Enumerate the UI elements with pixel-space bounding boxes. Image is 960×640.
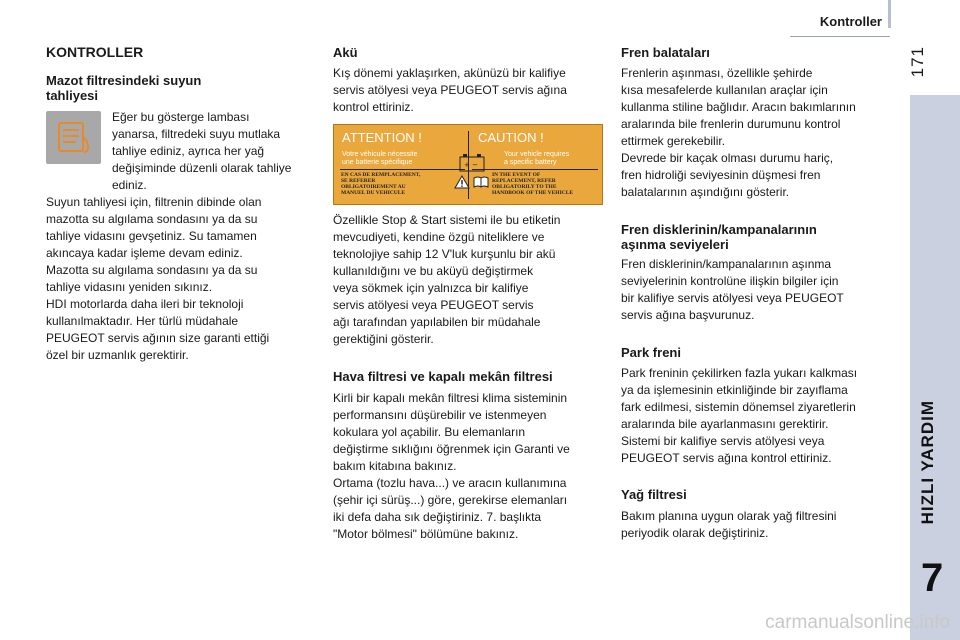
park-brake-text: Park freninin çekilirken fazla yukarı kalkması ya da işlemesinin etkinliğinde bir zayıflama fark edilmesi, sistemin dönemsel ziyaretlerin aralarında bile ayarlanmasını gerektirir. Sistemi bir kalifiye servis atölyesi veya PEUGEOT servis ağına kontrol ettiriniz.	[621, 366, 858, 465]
label-attention: ATTENTION !	[342, 130, 422, 145]
battery-warning-label	[333, 124, 603, 205]
brake-discs-text: Fren disklerinin/kampanalarının aşınma seviyelerinin kontrolüne ilişkin bilgiler için bir kalifiye servis atölyesi veya PEUGEOT servis ağına başvurunuz.	[621, 257, 844, 322]
label-rule-right	[472, 169, 598, 170]
section-title: KONTROLLER	[46, 44, 144, 60]
page-number: 171	[908, 46, 927, 78]
fuel-filter-water-warning-icon	[46, 111, 101, 164]
stop-start-text: Özellikle Stop & Start sistemi ile bu etiketin mevcudiyeti, kendine özgü niteliklere ve teknolojiye sahip 12 V'luk kurşunlu bir akü kullanıldığını ve bu aküyü değiştirmek veya sökmek için yalnızca bir kalifiye servis atölyesi veya PEUGEOT servis ağı tarafından yapılabilen bir müdahale gerektiğini gösterir.	[333, 213, 561, 346]
air-filter-text: Kirli bir kapalı mekân filtresi klima sisteminin performansını düşürebilir ve istenmeyen kokulara yol açabilir. Bu elemanların değiştirme sıklığını öğrenmek için Garanti ve bakım kitabına bakınız. Ortama (tozlu hava...) ve aracın kullanımına (şehir içi sürüş...) göre, gerekirse elemanları iki defa daha sık değiştiriniz. 7. başlıkta "Motor bölmesi" bölümüne bakınız.	[333, 391, 570, 541]
brake-discs-heading: Fren disklerinin/kampanalarının aşınma seviyeleri	[621, 222, 817, 252]
manual-book-icon	[473, 176, 489, 188]
header-rule	[790, 36, 890, 37]
oil-filter-heading: Yağ filtresi	[621, 487, 687, 502]
hazard-triangle-icon	[454, 175, 470, 189]
warning-light-text: Eğer bu gösterge lambası yanarsa, filtredeki suyu mutlaka tahliye ediniz, ayrıca her yağ değişiminde düzenli olarak tahliye ediniz.	[112, 110, 292, 192]
label-en-subtitle: Your vehicle requires a specific battery	[504, 151, 570, 166]
battery-text: Kış dönemi yaklaşırken, akünüzü bir kalifiye servis atölyesi veya PEUGEOT servis ağına kontrol ettiriniz.	[333, 66, 567, 114]
label-fr-instruction: EN CAS DE REMPLACEMENT, SE REFERER OBLIGATOIREMENT AU MANUEL DU VEHICULE	[341, 172, 421, 196]
battery-heading: Akü	[333, 45, 358, 60]
running-header: Kontroller	[819, 14, 882, 29]
label-fr-subtitle: Votre véhicule nécessite une batterie spécifique	[342, 151, 418, 166]
watermark: carmanualsonline.info	[765, 612, 950, 633]
chapter-number: 7	[921, 556, 944, 600]
svg-text:+ −: + −	[464, 161, 478, 169]
water-drain-body: Suyun tahliyesi için, filtrenin dibinde olan mazotta su algılama sondasını ya da su tahliye vidasını gevşetiniz. Su tamamen akıncaya kadar işleme devam ediniz. Mazotta su algılama sondasını ya da su tahliye vidasını yeniden sıkınız. HDI motorlarda daha ileri bir teknoloji kullanılmaktadır. Her türlü müdahale PEUGEOT servis ağının size garanti ettiği özel bir uzmanlık gerektirir.	[46, 195, 270, 362]
label-rule-left	[340, 169, 465, 170]
air-filter-heading: Hava filtresi ve kapalı mekân filtresi	[333, 369, 553, 384]
header-divider-line	[888, 0, 891, 28]
park-brake-heading: Park freni	[621, 345, 681, 360]
label-en-instruction: IN THE EVENT OF REPLACEMENT, REFER OBLIGATORILY TO THE HANDBOOK OF THE VEHICLE	[492, 172, 574, 196]
oil-filter-text: Bakım planına uygun olarak yağ filtresini periyodik olarak değiştiriniz.	[621, 509, 837, 540]
brake-pads-heading: Fren balataları	[621, 45, 710, 60]
water-drain-heading: Mazot filtresindeki suyun tahliyesi	[46, 73, 202, 103]
label-caution: CAUTION !	[478, 130, 544, 145]
chapter-title: HIZLI YARDIM	[918, 400, 937, 525]
brake-pads-text: Frenlerin aşınması, özellikle şehirde kısa mesafelerde kullanılan araçlar için kullanma stiline bağlıdır. Aracın bakımlarının aralarında bile frenlerin durumunu kontrol ettirmek gerekebilir. Devrede bir kaçak olması durumu hariç, fren hidroliği seviyesinin düşmesi fren balatalarının aşındığını gösterir.	[621, 66, 856, 199]
